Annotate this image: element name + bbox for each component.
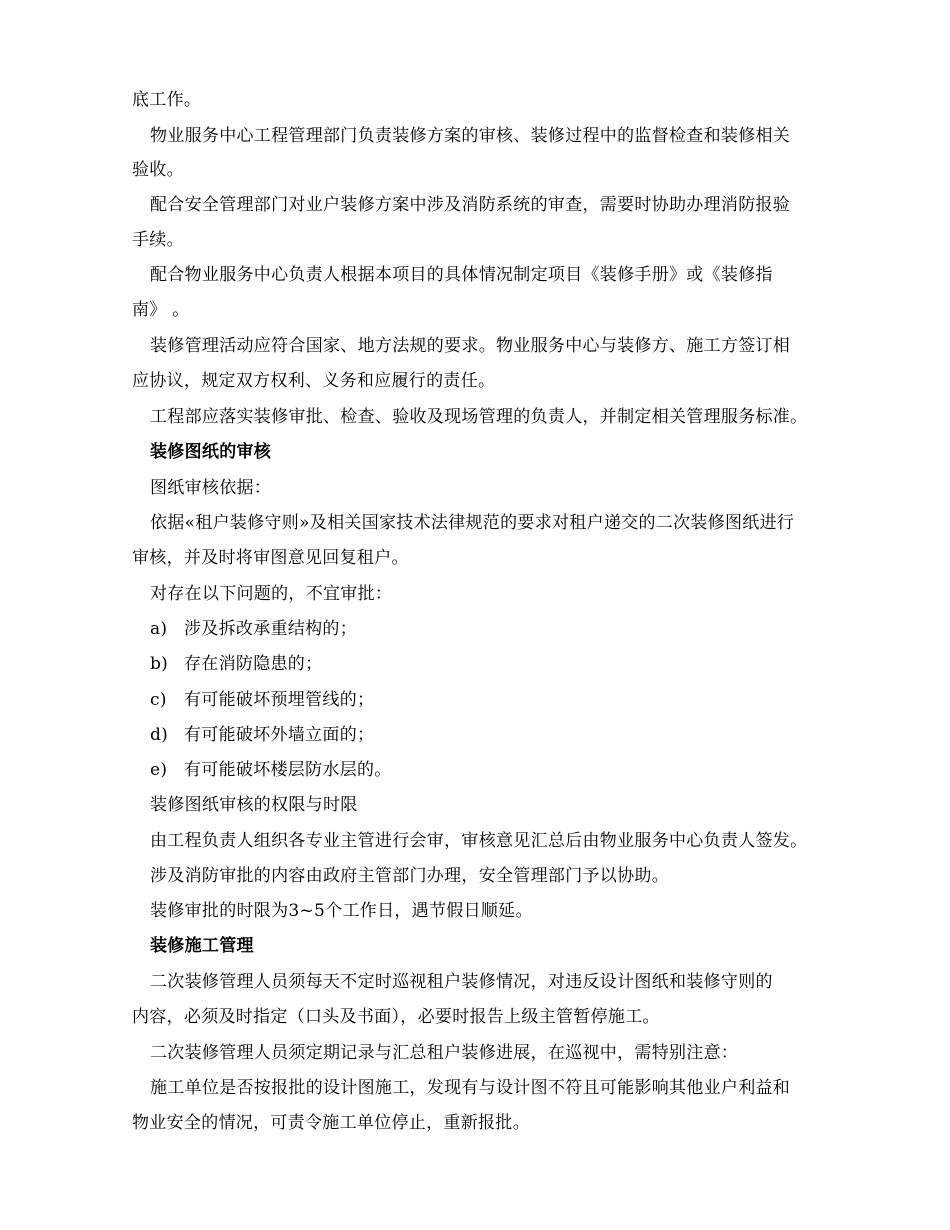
list-item-text: 有可能破坏外墙立面的； bbox=[184, 725, 375, 745]
list-item bbox=[150, 688, 374, 712]
list-item-text: 有可能破坏楼层防水层的。 bbox=[184, 760, 392, 780]
text-line: 二次装修管理人员须定期记录与汇总租户装修进展，在巡视中，需特别注意： bbox=[150, 1043, 739, 1063]
text-line: 底工作。 bbox=[132, 90, 202, 110]
text-line: 工程部应落实装修审批、检查、验收及现场管理的负责人，并制定相关管理服务标准。 bbox=[150, 407, 808, 427]
list-item-text: 涉及拆改承重结构的； bbox=[184, 619, 357, 639]
text-line: 应协议，规定双方权利、义务和应履行的责任。 bbox=[132, 371, 496, 391]
review-basis-text: 依据«租户装修守则»及相关国家技术法律规范的要求对租户递交的二次装修图纸进行 bbox=[150, 513, 795, 533]
reject-intro: 对存在以下问题的，不宜审批： bbox=[150, 584, 393, 604]
text-line: 装修审批的时限为3~5个工作日，遇节假日顺延。 bbox=[150, 901, 533, 921]
text-line: 配合安全管理部门对业户装修方案中涉及消防系统的审查，需要时协助办理消防报验 bbox=[150, 195, 791, 215]
text-line: 施工单位是否按报批的设计图施工，发现有与设计图不符且可能影响其他业户利益和 bbox=[150, 1078, 791, 1098]
list-item-text: 有可能破坏预埋管线的； bbox=[184, 690, 375, 710]
text-line: 内容，必须及时指定（口头及书面），必要时报告上级主管暂停施工。 bbox=[132, 1007, 660, 1027]
text-line: 二次装修管理人员须每天不定时巡视租户装修情况，对违反设计图纸和装修守则的 bbox=[150, 972, 773, 992]
text-line: 手续。 bbox=[132, 230, 184, 250]
text-line: 配合物业服务中心负责人根据本项目的具体情况制定项目《装修手册》或《装修指 bbox=[150, 265, 773, 285]
list-item-marker: b) bbox=[150, 654, 169, 674]
list-item bbox=[150, 652, 322, 676]
review-basis-label: 图纸审核依据： bbox=[150, 478, 272, 498]
list-item-marker: a) bbox=[150, 619, 168, 639]
review-basis-text: 审核，并及时将审图意见回复租户。 bbox=[132, 548, 409, 568]
text-line: 装修管理活动应符合国家、地方法规的要求。物业服务中心与装修方、施工方签订相 bbox=[150, 336, 791, 356]
text-line: 由工程负责人组织各专业主管进行会审，审核意见汇总后由物业服务中心负责人签发。 bbox=[150, 831, 808, 851]
list-item-text: 存在消防隐患的； bbox=[184, 654, 323, 674]
text-line: 物业安全的情况，可责令施工单位停止，重新报批。 bbox=[132, 1113, 530, 1133]
list-item bbox=[150, 617, 357, 641]
list-item-marker: d) bbox=[150, 725, 169, 745]
section-heading-construction-management: 装修施工管理 bbox=[150, 936, 254, 956]
list-item-marker: e) bbox=[150, 760, 168, 780]
authority-label: 装修图纸审核的权限与时限 bbox=[150, 795, 358, 815]
text-line: 物业服务中心工程管理部门负责装修方案的审核、装修过程中的监督检查和装修相关 bbox=[150, 126, 791, 146]
list-item-marker: c) bbox=[150, 690, 167, 710]
text-line: 南》 。 bbox=[132, 300, 190, 320]
list-item bbox=[150, 758, 392, 782]
section-heading-drawing-review: 装修图纸的审核 bbox=[150, 442, 272, 462]
text-line: 涉及消防审批的内容由政府主管部门办理，安全管理部门予以协助。 bbox=[150, 866, 669, 886]
list-item bbox=[150, 723, 374, 747]
text-line: 验收。 bbox=[132, 160, 184, 180]
